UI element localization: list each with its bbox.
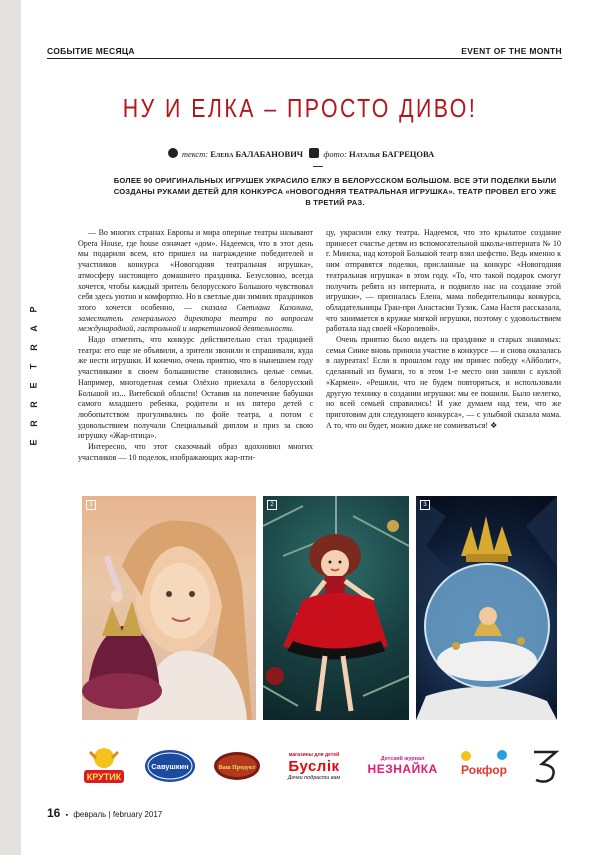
- section-title-en: EVENT OF THE MONTH: [461, 46, 562, 56]
- page-footer: [47, 806, 162, 820]
- text-credit-label: текст:: [181, 149, 209, 159]
- rockfor-icon: [456, 748, 512, 784]
- paragraph: Очень приятно было видеть на празднике и старых знакомых: семья Синке вновь приняла участие в конкурсе — и снова оказалась в лауреатах! Если в прошлом году им принес победу «Айболит», сделанный из бумаги, то в этом 1-е место они заняли с куклой «Кармен». «Решили, что не будем повторяться, и использовали другую технику в создании игрушки: мы ее пошили. Было нелегко, но всей семьей справились! И уже думаем над тем, что же приготовим для следующего конкурса», — с улыбкой сказала мама. А то, что он будет, можно даже не сомневаться! ❖: [326, 335, 561, 430]
- paragraph: Надо отметить, что конкурс действительно стал традицией театра: его еще не объявили, а зрители звонили и спрашивали, куда же нести игрушки. И конечно, очень приятно, что в нынешнем году участниками в своем большинстве становились целые семьи. Например, многодетная семья Олёхно приехала в белорусский Большой из... Витебской области! Оставив на попечение бабушки самого младшего ребенка, родители и их пятеро детей с любопытством прогуливались по фойе театра, а потом с удовольствием получали Специальный диплом и приз за свою игрушку «Жар-птица».: [78, 335, 313, 441]
- camera-icon: [309, 148, 319, 158]
- article-lead: БОЛЕЕ 90 ОРИГИНАЛЬНЫХ ИГРУШЕК УКРАСИЛО ЕЛКУ В БЕЛОРУССКОМ БОЛЬШОМ. ВСЕ ЭТИ ПОДЕЛКИ БЫЛИ СОЗДАНЫ РУКАМИ ДЕТЕЙ ДЛЯ КОНКУРСА «НОВОГОДНЯЯ ТЕАТРАЛЬНАЯ ИГРУШКА». ТЕАТР ПРОВЕЛ ЕГО УЖЕ В ТРЕТИЙ РАЗ.: [113, 176, 557, 207]
- side-label-letter: T: [28, 363, 39, 370]
- svg-text:Рокфор: Рокфор: [461, 763, 508, 777]
- side-strip: [0, 0, 21, 855]
- dancer-doll-ornament-photo: [263, 496, 409, 720]
- issue-date: февраль | february 2017: [73, 810, 163, 819]
- side-label-letter: E: [28, 439, 39, 446]
- page-number: 16: [47, 806, 61, 820]
- text-icon: [168, 148, 178, 158]
- side-label-letter: R: [28, 401, 39, 408]
- rockfor-logo: [456, 748, 512, 784]
- photo-author: Наталья БАГРЕЦОВА: [348, 149, 435, 159]
- credits-divider: [313, 166, 323, 167]
- photo-girl-with-toy: [82, 496, 256, 720]
- neznayka-tagline: Детский журнал: [380, 756, 425, 762]
- neznayka-name: НЕЗНАЙКА: [367, 762, 438, 776]
- photo-number: 3: [420, 500, 430, 510]
- glass-ball-ornament-photo: [416, 496, 557, 720]
- side-label-letter: P: [28, 306, 39, 313]
- article-column-2: [326, 228, 561, 431]
- article-title: НУ И ЕЛКА – ПРОСТО ДИВО!: [122, 93, 478, 123]
- b-logo: [530, 748, 560, 784]
- savushkin-logo: [144, 749, 196, 783]
- b-brand-mark-icon: [530, 748, 560, 784]
- side-label-letter: A: [28, 325, 39, 332]
- side-label-letter: R: [28, 344, 39, 351]
- svg-text:КРУТИК: КРУТИК: [86, 772, 122, 782]
- photo-credit-label: фото:: [323, 149, 347, 159]
- paragraph: Интересно, что этот сказочный образ вдохновил многих участников — 10 поделок, изображающих жар-пти-: [78, 442, 313, 462]
- credits-line: [0, 148, 600, 159]
- side-label-letter: R: [28, 420, 39, 427]
- photo-number: 1: [86, 500, 96, 510]
- buslik-name: Буслiк: [288, 757, 340, 775]
- page-header: [47, 38, 562, 58]
- section-vertical-label: [28, 300, 40, 550]
- neznayka-logo: [367, 747, 439, 785]
- krutik-mascot-icon: [82, 744, 126, 788]
- section-title-ru: СОБЫТИЕ МЕСЯЦА: [47, 46, 135, 56]
- savushkin-badge-icon: [144, 749, 196, 783]
- buslik-tagline-top: магазины для детей: [288, 751, 340, 758]
- zavod-badge-icon: [213, 751, 261, 781]
- buslik-logo: [279, 746, 349, 786]
- side-label-letter: E: [28, 382, 39, 389]
- footer-bullet: ▪: [65, 812, 69, 819]
- header-rule: [47, 58, 562, 59]
- paragraph: — Во многих странах Европы и мира оперные театры называют Opera House, где house означает «дом». Надеемся, что в этот день мы подарили всем, кто пришел на награждение победителей и участников конкурса «Новогодняя театральная игрушка», атмосферу настоящего домашнего праздника. Безусловно, всегда хочется, чтобы каждый зритель белорусского Большого чувствовал себя здесь уютно и комфортно. Но в светлые дни зимних праздников этого хочется особенно, — сказала Светлана Казолина, заместитель генерального директора театра по вопросам международной, гастрольной и маркетинговой деятельности.: [78, 228, 313, 334]
- krutik-logo: [82, 744, 126, 788]
- buslik-tagline: Дочки подрасти вам: [287, 774, 341, 781]
- paragraph: цу, украсили елку театра. Надеемся, что это крылатое создание принесет счастье детям из вспомогательной школы-интерната № 10 г. Минска, над которой Большой театр взял шефство. Ведь именно к ним отправятся поделки, присланные на конкурс «Новогодняя театральная игрушка» в этом году. «То, что такой подарок смогут получить ребята из интерната, и подвигло нас на создание этой игрушки», — призналась Елена, мама победительницы конкурса, обладательницы Гран-при Анастасии Тузик. Сама Настя рассказала, что занимается в кружке мягкой игрушки, поэтому с удовольствием работала над своей «Королевой».: [326, 228, 561, 334]
- text-author: Елена БАЛАБАНОВИЧ: [210, 149, 304, 159]
- zavod-logo: [213, 751, 261, 781]
- photo-number: 2: [267, 500, 277, 510]
- photo-dancer-doll: [263, 496, 409, 720]
- girl-with-crown-toy-photo: [82, 496, 256, 720]
- svg-text:Савушкин: Савушкин: [150, 762, 189, 771]
- sponsor-logos: [82, 742, 560, 790]
- svg-text:Ваш Продукт: Ваш Продукт: [218, 765, 256, 771]
- photo-glass-ball: [416, 496, 557, 720]
- article-column-1: [78, 228, 313, 463]
